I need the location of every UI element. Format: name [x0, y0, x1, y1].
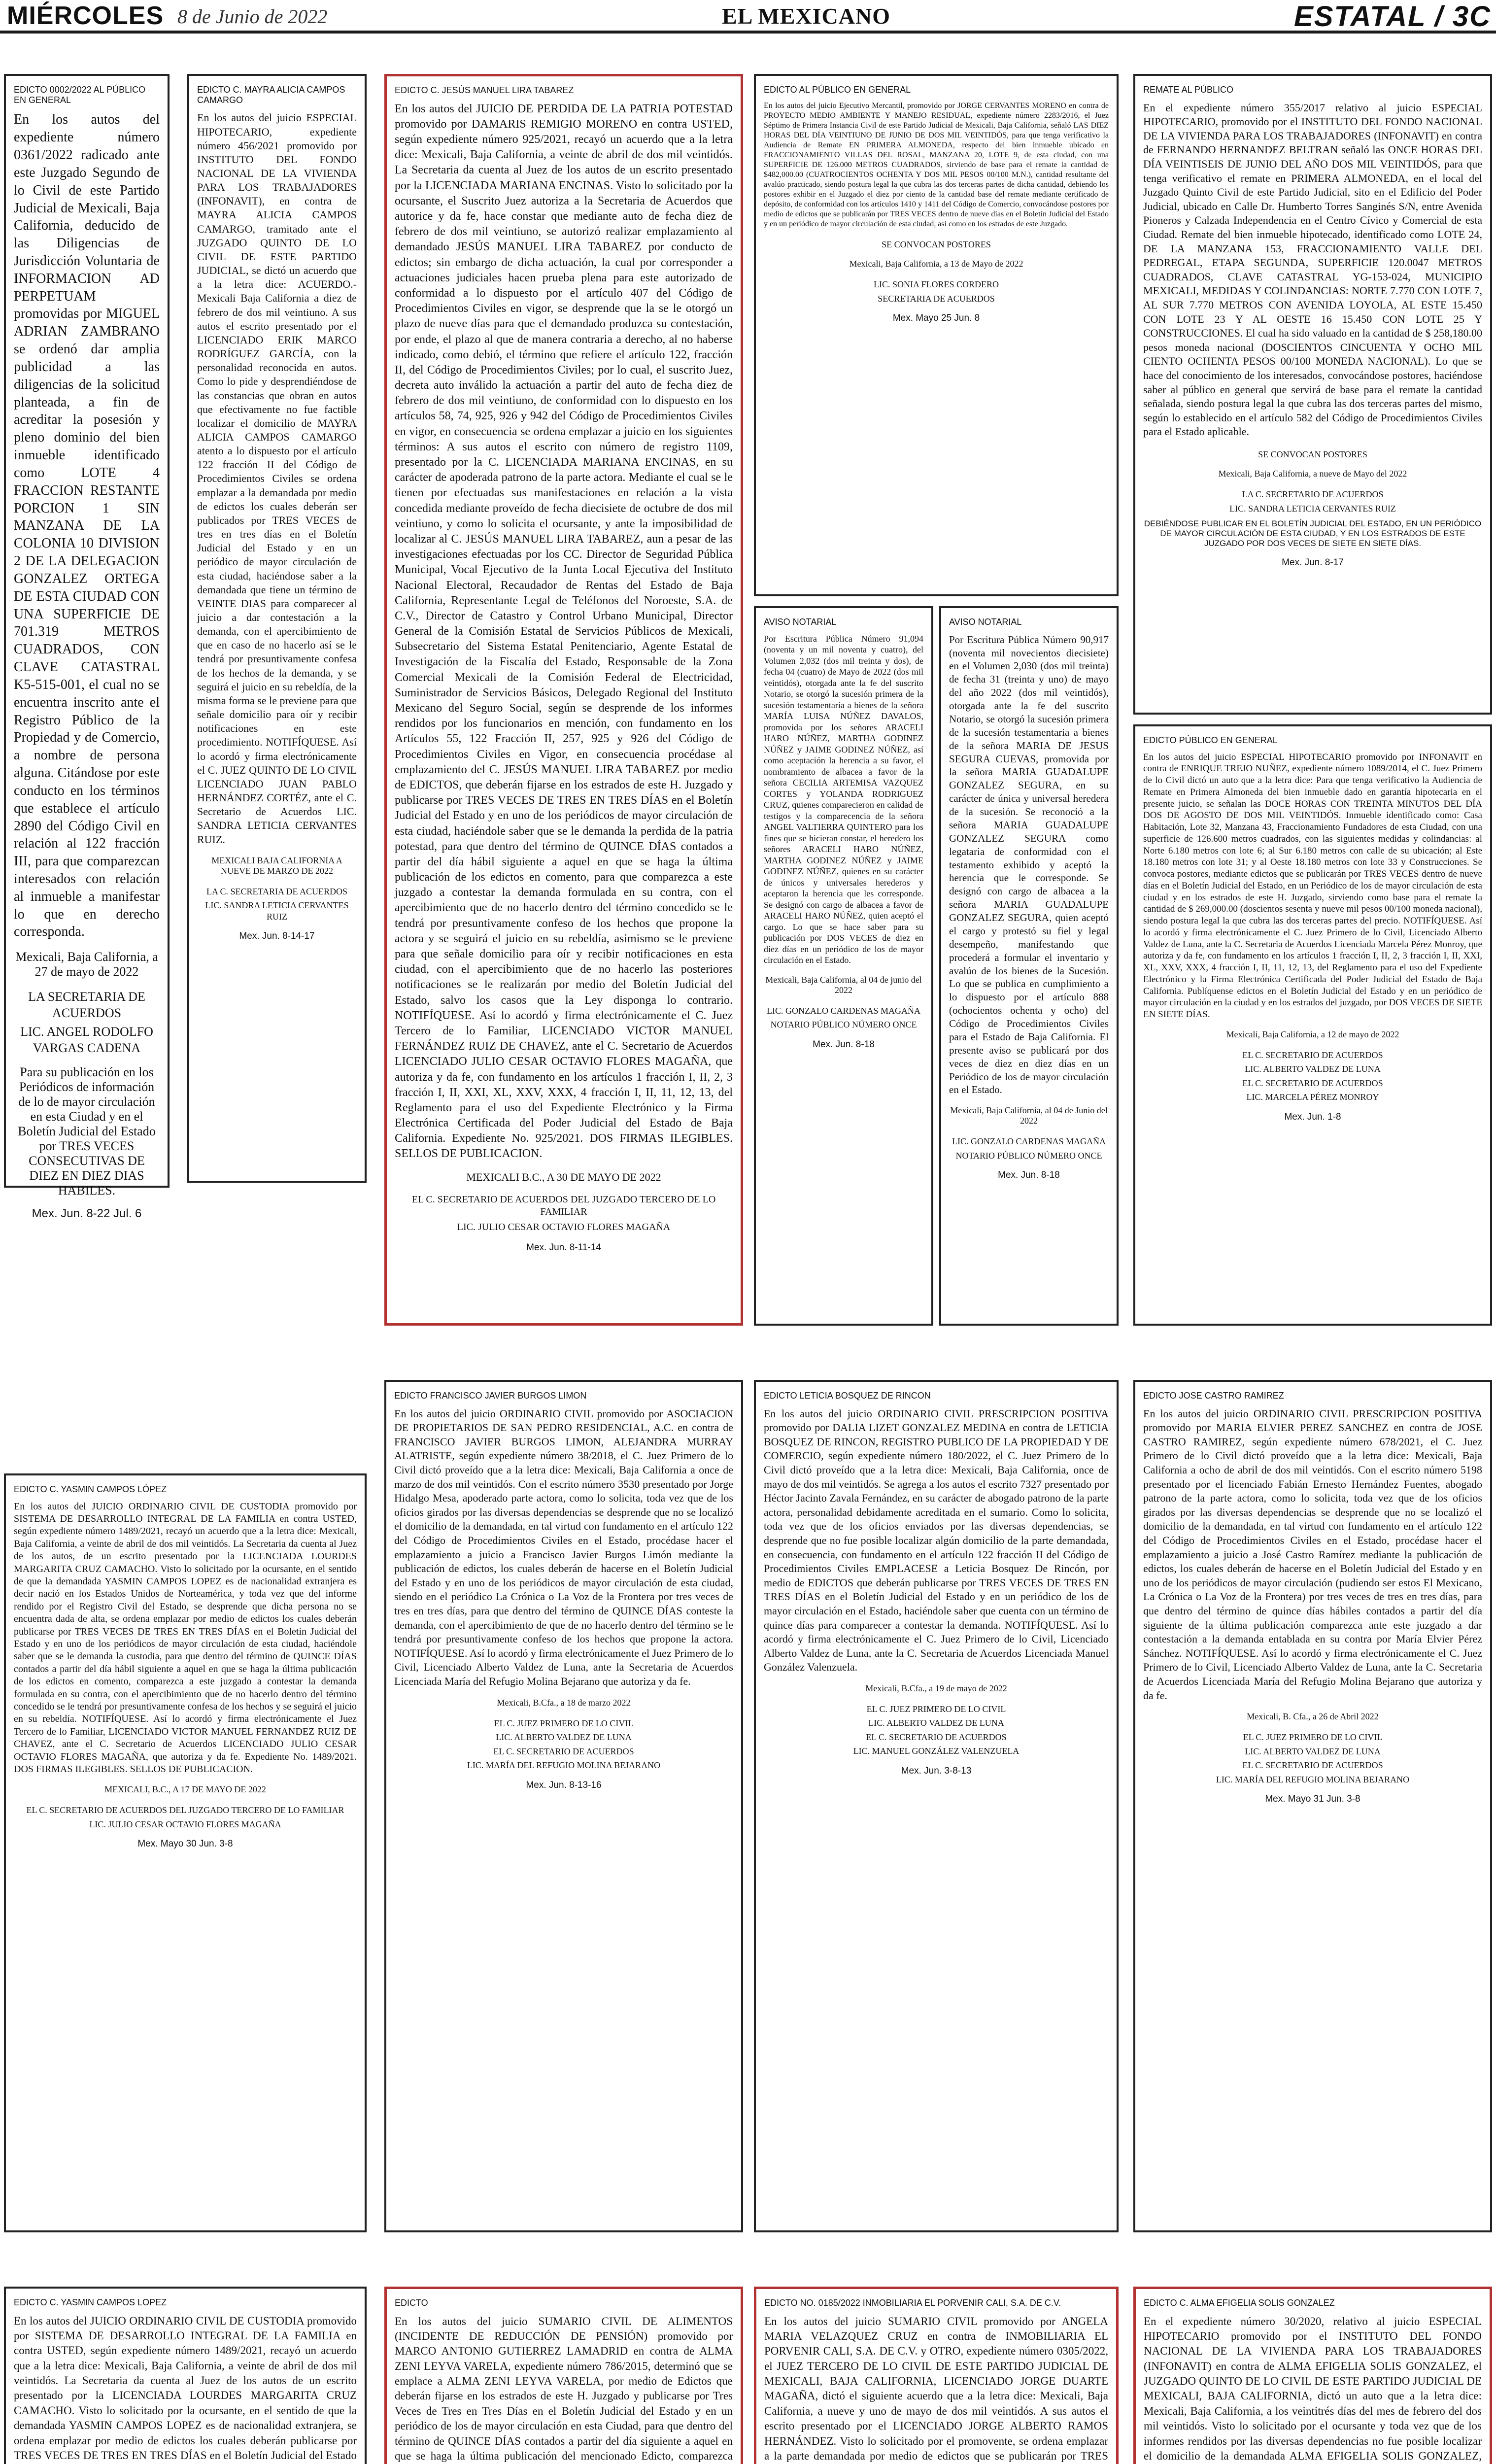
publication-ref: Mex. Mayo 30 Jun. 3-8	[137, 1839, 233, 1849]
signature-line: EL C. SECRETARIO DE ACUERDOS DEL JUZGADO TERCERO DE LO FAMILIAR	[411, 1194, 716, 1217]
publication-ref: Mex. Jun. 3-8-13	[901, 1765, 972, 1776]
edicto-box	[4, 74, 170, 1221]
publication-ref: Mex. Mayo 31 Jun. 3-8	[1265, 1794, 1360, 1805]
signature-line: LIC. GONZALO CARDENAS MAGAÑA	[767, 1005, 920, 1016]
edicto-heading: EDICTO JOSE CASTRO RAMIREZ	[1143, 1391, 1284, 1401]
publication-ref: Mex. Jun. 8-13-16	[526, 1780, 602, 1790]
edicto-signature	[14, 1805, 357, 1830]
edicto-heading: EDICTO PÚBLICO EN GENERAL	[1143, 735, 1278, 745]
edicto-signature	[1143, 449, 1482, 460]
edicto-heading: REMATE AL PÚBLICO	[1143, 85, 1234, 95]
edicto-place-date: Mexicali, Baja California, a 13 de Mayo de 2022	[849, 259, 1023, 269]
signature-line: SE CONVOCAN POSTORES	[1258, 449, 1367, 459]
edicto-box	[754, 2287, 1119, 2464]
edicto-heading: EDICTO C. JESÚS MANUEL LIRA TABAREZ	[395, 85, 574, 95]
signature-line: EL C. SECRETARIO DE ACUERDOS	[1242, 1078, 1383, 1088]
edicto-body: En los autos del juicio ESPECIAL HIPOTECARIO promovido por INFONAVIT en contra de ENRIQUE TREJO NUÑEZ, expediente número 1089/2014, el C. Juez Primero de lo Civil dictó un auto que a la letra dice: Para que tenga verificativo la Audiencia de Remate en Primera Almoneda del bien inmueble dado en garantía hipotecaria en el presente juicio, se señalan las DOCE HORAS CON TREINTA MINUTOS DEL DÍA DOS DE AGOSTO DE DOS MIL VEINTIDÓS. Inmueble identificado como: Casa Habitación, Lote 32, Manzana 43, Fraccionamiento Fundadores de esta Ciudad, con una superficie de 126.600 metros cuadrados, con las siguientes medidas y colindancias: al Norte 6.180 metros con lote 6; al Sur 6.180 metros con calle de su ubicación; al Este 18.180 metros con lote 31; y al Oeste 18.180 metros con lote 33 y Construcciones. Se convoca postores, mediante edictos que se publicarán por TRES VECES dentro de nueve días en el Boletín Judicial del Estado, en un Periódico de los de mayor circulación de esta ciudad y en los estrados de este H. Juzgado, sirviendo como base para el remate la cantidad de $ 269,000.00 (doscientos sesenta y nueve mil pesos 00/100 moneda nacional), siendo postura legal la que cubra las dos terceras partes del precio. NOTIFÍQUESE. Así lo acordó y firma electrónicamente el C. Juez Primero de lo Civil, Licenciado Alberto Valdez de Luna, ante la C. Secretaria de Acuerdos Licenciada Marcela Pérez Monroy, que autoriza y da fe, con fundamento en los artículos 1 fracción I, II, 2, 3 fracción I, II, XXI, XL, XXV, XXX, 4 fracción I, II, 11, 12, 13, del Reglamento para el uso del Expediente Electrónico y la Firma Electrónica Certificada del Poder Judicial del Estado de Baja California. Publíquense edictos en el Boletín Judicial del Estado y en un periódico de mayor circulación en la ciudad y en los estrados del juzgado, por DOS VECES DE SIETE EN SIETE DÍAS.	[1143, 752, 1482, 1020]
edicto-signature	[764, 1704, 1109, 1757]
edicto-box	[754, 606, 933, 1326]
edicto-box	[384, 2287, 743, 2464]
signature-line: LIC. ALBERTO VALDEZ DE LUNA	[496, 1732, 632, 1743]
edicto-body: Por Escritura Pública Número 90,917 (noventa mil novecientos diecisiete) en el Volumen 2,030 (dos mil treinta) de fecha 31 (treinta y uno) de mayo del año 2022 (dos mil veintidós), otorgada ante la fe del suscrito Notario, se otorgó la sucesión primera de la sucesión testamentaria a bienes de la señora MARIA DE JESUS SEGURA CUEVAS, promovida por la señora MARIA GUADALUPE GONZALEZ SEGURA, en su carácter de única y universal heredera de la sucesión. Se reconoció a la señora MARIA GUADALUPE GONZALEZ SEGURA como legataria de conformidad con el testamento exhibido y aceptó la herencia que le corresponde. Se designó con cargo de albacea a la señora MARIA GUADALUPE GONZALEZ SEGURA, quien aceptó el cargo y protestó su fiel y legal desempeño, manifestando que procederá a formular el inventario y avalúo de los bienes de la Sucesión. Lo que se publica en cumplimiento a lo dispuesto por el artículo 888 (ochocientos ochenta y ocho) del Código de Procedimientos Civiles para el Estado de Baja California. El presente aviso se publicará por dos veces de diez en diez días en un Periódico de los de mayor circulación en el Estado.	[949, 633, 1109, 1096]
edicto-place-date: Mexicali, Baja California, al 04 de junio del 2022	[765, 974, 922, 995]
edicto-body: En los autos del JUICIO DE PERDIDA DE LA PATRIA POTESTAD promovido por DAMARIS REMIGIO MORENO en contra USTED, según expediente número 925/2021, recayó un acuerdo que a la letra dice: Mexicali, Baja California, a veinte de abril de dos mil veintidós. La Secretaria da cuenta al Juez de los autos de un escrito presentado por la LICENCIADA MARIANA ENCINAS. Visto lo solicitado por la ocursante, el Suscrito Juez autoriza a la Secretaria de Acuerdos que autorice y da fe, hace constar que mediante auto de fecha diez de febrero de dos mil veintiuno, se autorizó realizar emplazamiento al demandado JESÚS MANUEL LIRA TABAREZ por conducto de edictos; sin embargo de dicha actuación, la cual por corresponder a actuaciones judiciales hacen prueba plena para este autorizado de conformidad a lo dispuesto por el artículo 407 del Código de Procedimientos Civiles en vigor, se desprende que la se le otorgó un plazo de nueve días para que el demandado produzca su contestación, por ende, el plazo al que de manera contraria a derecho, al no haberse indicado, como debió, el término que refiere el artículo 122, fracción II, del Código de Procedimientos Civiles; por lo cual, el suscrito Juez, decreta auto inválido la actuación a partir del auto de fecha diez de febrero de dos mil veintiuno, de conformidad con lo dispuesto en los artículos 58, 74, 925, 926 y 942 del Código de Procedimientos Civiles en vigor, en consecuencia se ordena emplazar a juicio en los siguientes términos: A sus autos el escrito con número de registro 1109, presentado por la C. LICENCIADA MARIANA ENCINAS, en su carácter de apoderada patrono de la parte actora. Mediante el cual se le tienen por efectuadas sus manifestaciones en relación a la vista concedida mediante proveído de fecha diecisiete de octubre de dos mil veintiuno, y como lo solicita el ocursante, y ante la imposibilidad de localizar al C. JESÚS MANUEL LIRA TABAREZ, aun a pesar de las investigaciones efectuadas por los CC. Director de Seguridad Pública Municipal, Vocal Ejecutivo de la Junta Local Ejecutiva del Instituto Nacional Electoral, Recaudador de Rentas del Estado de Baja California, Representante Legal de Teléfonos del Noroeste, S.A. de C.V., Director de Catastro y Control Urbano Municipal, Director General de la Comisión Estatal de Servicios Públicos de Mexicali, Subsecretario del Sistema Estatal Penitenciario, Agente Estatal de Investigación de la Fiscalía del Estado, Responsable de la Zona Comercial Mexicali de la Comisión Federal de Electricidad, Suministrador de Servicios Básicos, Delegado Regional del Instituto Mexicano del Seguro Social, según se desprende de los informes rendidos por los funcionarios en mención, con fundamento en los Artículos 55, 122 Fracción II, 257, 925 y 926 del Código de Procedimientos Civiles en Vigor, en consecuencia procédase al emplazamiento del C. JESÚS MANUEL LIRA TABAREZ por medio de EDICTOS, que deberán fijarse en los estrados de este H. Juzgado y publicarse por TRES VECES DE TRES EN TRES DÍAS en el Boletín Judicial del Estado y en uno de los periódicos de mayor circulación de esta ciudad, haciéndole saber que se le demanda la perdida de la patria potestad, para que dentro del término de QUINCE DÍAS contados a partir del día hábil siguiente a aquel en que se haga la última publicación de los edictos en comento, para que comparezca a este juzgado a contestar la demanda formulada en su contra, con el apercibimiento que de no hacerlo dentro del término concedido se le tendrá por presuntivamente confeso de los hechos que propone la actora y se seguirá el juicio en su rebeldía, asimismo se le previene para que señale domicilio para oír y recibir notificaciones en esta ciudad, con el apercibimiento que de no hacerlo las posteriores notificaciones se le realizarán por medio del Boletín Judicial del Estado, salvo los casos que la Ley disponga lo contrario. NOTIFÍQUESE. Así lo acordó y firma electrónicamente el C. Juez Tercero de lo Familiar, LICENCIADO VICTOR MANUEL FERNÁNDEZ RUIZ DE CHAVEZ, ante el C. Secretario de Acuerdos LICENCIADO JULIO CESAR OCTAVIO FLORES MAGAÑA, que autoriza y da fe, con fundamento en los artículos 1 fracción I, II, 2, 3 fracción I, II, XXI, XL, XXV, XXX, 4 fracción I, II, 11, 12, 13, del Reglamento para el uso del Expediente Electrónico y la Firma Electrónica Certificada del Poder Judicial del Estado de Baja California. Expediente No. 925/2021. DOS FIRMAS ILEGIBLES. SELLOS DE PUBLICACION.	[395, 102, 733, 1161]
edicto-body: En los autos del juicio SUMARIO CIVIL DE ALIMENTOS (INCIDENTE DE REDUCCIÓN DE PENSIÓN) promovido por MARCO ANTONIO GUTIERREZ LAMADRID en contra de ALMA ZENI LEYVA VARELA, expediente número 786/2015, determinó que se emplace a ALMA ZENI LEYVA VARELA, por medio de Edictos que deberán fijarse en los estrados de este H. Juzgado y publicarse por Tres Veces de Tres en Tres Días en el Boletín Judicial del Estado y en un periódico de los de mayor circulación en esta Ciudad, para que dentro del término de QUINCE DÍAS contados a partir del día siguiente a aquel en que se haga la última publicación del mencionado Edicto, comparezca	[395, 2315, 733, 2462]
page-header	[0, 0, 1496, 34]
signature-line: LIC. SONIA FLORES CORDERO	[873, 279, 999, 290]
signature-line: LIC. JULIO CESAR OCTAVIO FLORES MAGAÑA	[457, 1221, 671, 1232]
edicto-signature	[1143, 1732, 1482, 1785]
edicto-box	[4, 1473, 367, 2232]
signature-line: LIC. SANDRA LETICIA CERVANTES RUIZ	[1229, 503, 1396, 513]
signature-line: EL C. SECRETARIO DE ACUERDOS	[1242, 1050, 1383, 1060]
publication-ref: Mex. Jun. 8-17	[1282, 557, 1344, 568]
signature-line: SE CONVOCAN POSTORES	[882, 239, 991, 249]
edicto-heading: EDICTO NO. 0185/2022 INMOBILIARIA EL PORVENIR CALI, S.A. DE C.V.	[764, 2298, 1061, 2308]
edicto-box	[187, 74, 367, 1183]
publication-ref: Mex. Mayo 25 Jun. 8	[892, 313, 980, 324]
signature-line: NOTARIO PÚBLICO NÚMERO ONCE	[955, 1150, 1102, 1161]
edicto-heading: EDICTO	[395, 2298, 428, 2308]
edicto-body: En los autos del juicio ESPECIAL HIPOTECARIO, expediente número 456/2021 promovido por INSTITUTO DEL FONDO NACIONAL DE LA VIVIENDA PARA LOS TRABAJADORES (INFONAVIT), en contra de MAYRA ALICIA CAMPOS CAMARGO, tramitado ante el JUZGADO QUINTO DE LO CIVIL DE ESTE PARTIDO JUDICIAL, se dictó un acuerdo que a la letra dice: ACUERDO.- Mexicali Baja California a diez de febrero de dos mil veintiuno. A sus autos el escrito presentado por el LICENCIADO ERIK MARCO RODRÍGUEZ GARCÍA, con la personalidad reconocida en autos. Como lo pide y desprendiéndose de las constancias que obran en autos que efectivamente no fue factible localizar el domicilio de MAYRA ALICIA CAMPOS CAMARGO atento a lo dispuesto por el artículo 122 fracción II del Código de Procedimientos Civiles se ordena emplazar a la demandada por medio de edictos los cuales deberán ser publicados por TRES VECES de tres en tres días en el Boletín Judicial del Estado y en un periódico de mayor circulación de esta ciudad, haciéndose saber a la demandada que tiene un término de VEINTE DIAS para comparecer al juicio a dar contestación a la demanda, con el apercibimiento de que en caso de no hacerlo así se le tendrá por presuntivamente confesa de los hechos de la demanda, y se seguirá el juicio en su rebeldía, de la misma forma se le previene para que señale domicilio para oír y recibir notificaciones en este procedimiento. NOTIFÍQUESE. Así lo acordó y firma electrónicamente el C. JUEZ QUINTO DE LO CIVIL LICENCIADO JUAN PABLO HERNÁNDEZ CORTÉZ, ante el C. Secretario de Acuerdos LIC. SANDRA LETICIA CERVANTES RUIZ.	[197, 111, 357, 846]
edicto-heading: EDICTO FRANCISCO JAVIER BURGOS LIMON	[394, 1391, 587, 1401]
signature-line: EL C. JUEZ PRIMERO DE LO CIVIL	[1243, 1732, 1383, 1743]
header-date: 8 de Junio de 2022	[177, 5, 328, 28]
publication-ref: Mex. Jun. 8-14-17	[239, 931, 315, 942]
signature-line: LIC. MARÍA DEL REFUGIO MOLINA BEJARANO	[1216, 1774, 1410, 1784]
edicto-body: En el expediente número 30/2020, relativo al juicio ESPECIAL HIPOTECARIO promovido por el INSTITUTO DEL FONDO NACIONAL DE LA VIVIENDA PARA LOS TRABAJADORES (INFONAVIT) en contra de ALMA EFIGELIA SOLIS GONZALEZ, el JUZGADO QUINTO DE LO CIVIL DE ESTE PARTIDO JUDICIAL DE MEXICALI, BAJA CALIFORNIA, dictó un auto que a la letra dice: Mexicali, Baja California, a los veintitrés días del mes de febrero del dos mil veintidós. Visto lo solicitado por el ocursante y toda vez que de los informes rendidos por las diversas dependencias no fue posible localizar el domicilio de la demandada ALMA EFIGELIA SOLIS GONZALEZ,	[1144, 2315, 1482, 2462]
newspaper-name: EL MEXICANO	[722, 3, 890, 29]
edicto-place-date: Mexicali, Baja California, a nueve de Mayo del 2022	[1218, 469, 1407, 479]
edicto-notice: DEBIÉNDOSE PUBLICAR EN EL BOLETÍN JUDICIAL DEL ESTADO, EN UN PERIÓDICO DE MAYOR CIRCULACIÓN DE ESTA CIUDAD, Y EN LOS ESTRADOS DE ESTE JUZGADO POR DOS VECES DE SIETE EN SIETE DÍAS.	[1144, 519, 1482, 548]
edicto-place-date: MEXICALI B.C., A 30 DE MAYO DE 2022	[466, 1170, 661, 1183]
edicto-box	[754, 74, 1119, 596]
edicto-heading: EDICTO LETICIA BOSQUEZ DE RINCON	[764, 1391, 931, 1401]
edicto-box	[939, 606, 1119, 1326]
edicto-box	[384, 1380, 743, 2232]
edicto-box	[754, 1380, 1119, 2232]
signature-line: LA C. SECRETARIA DE ACUERDOS	[206, 886, 348, 896]
edicto-box	[1133, 724, 1492, 1326]
edicto-body: En los autos del juicio ORDINARIO CIVIL PRESCRIPCION POSITIVA promovido por MARIA ELVIER PEREZ SANCHEZ en contra de JOSE CASTRO RAMIREZ, según expediente número 678/2021, el C. Juez Primero de lo Civil dictó proveído que a la letra dice: Mexicali, Baja California a ocho de abril de dos mil veintidós. Con el escrito número 5198 presentado por el licenciado Fabián Ernesto Hernández Fuentes, abogado patrono de la parte actora, como lo solicita, toda vez que de los oficios girados por las diversas dependencias se desprende que no se localizó el domicilio de la demandada, en tal virtud con fundamento en el artículo 122 del Código de Procedimientos Civiles en el Estado, procédase hacer el emplazamiento a juicio a José Castro Ramírez mediante la publicación de edictos, los cuales deberán de hacerse en el Boletín Judicial del Estado y en uno de los periódicos de mayor circulación (pudiendo ser estos El Mexicano, La Crónica o La Voz de la Frontera) por tres veces de tres en tres días, para que dentro del término de quince días hábiles contados a partir del día siguiente de la última publicación comparezca ante este juzgado a dar contestación a la demanda entablada en su contra por María Elvier Pérez Sánchez. NOTIFÍQUESE. Así lo acordó y firma electrónicamente el C. Juez Primero de lo Civil, Licenciado Alberto Valdez de Luna, ante la C. Secretaria de Acuerdos Licenciada María del Refugio Molina Bejarano que autoriza y da fe.	[1143, 1407, 1482, 1702]
edicto-body: En los autos del JUICIO ORDINARIO CIVIL DE CUSTODIA promovido por SISTEMA DE DESARROLLO INTEGRAL DE LA FAMILIA en contra USTED, según expediente número 1489/2021, recayó un acuerdo que a la letra dice: Mexicali, Baja California, a veinte de abril de dos mil veintidós. La Secretaria da cuenta al Juez de los autos de un escrito presentado por la LICENCIADA LOURDES MARGARITA CRUZ CAMACHO. Visto lo solicitado por la ocursante, en el sentido de que la demandada YASMIN CAMPOS LOPEZ es de nacionalidad extranjera, se ordena emplazar por medio de edictos los cuales deberán publicarse por TRES VECES DE TRES EN TRES DÍAS en el Boletín Judicial del Estado	[14, 2314, 357, 2462]
edicto-signature	[197, 886, 357, 923]
edicto-box	[384, 74, 743, 1326]
edicto-signature	[1143, 1050, 1482, 1103]
edicto-place-date: Mexicali, Baja California, a 27 de mayo de 2022	[15, 950, 158, 979]
signature-line: LIC. MARCELA PÉREZ MONROY	[1246, 1092, 1379, 1102]
edicto-box	[1133, 1380, 1492, 2232]
edicto-notice: Para su publicación en los Periódicos de información de lo de mayor circulación en esta Ciudad y en el Boletín Judicial del Estado por TRES VECES CONSECUTIVAS DE DIEZ EN DIEZ DIAS HABILES.	[18, 1065, 156, 1198]
signature-line: LIC. JULIO CESAR OCTAVIO FLORES MAGAÑA	[89, 1819, 281, 1829]
edicto-signature	[764, 239, 1109, 250]
publication-ref: Mex. Jun. 8-11-14	[526, 1242, 601, 1253]
publication-ref: Mex. Jun. 8-18	[998, 1170, 1060, 1181]
edicto-signature	[949, 1136, 1109, 1161]
edicto-heading: AVISO NOTARIAL	[949, 617, 1022, 627]
edicto-place-date: Mexicali, Baja California, a 12 de mayo de 2022	[1226, 1029, 1399, 1039]
publication-ref: Mex. Jun. 8-22 Jul. 6	[32, 1207, 142, 1221]
signature-line: LIC. SANDRA LETICIA CERVANTES RUIZ	[205, 900, 349, 922]
edicto-heading: EDICTO C. YASMIN CAMPOS LÓPEZ	[14, 1484, 167, 1494]
edicto-place-date: Mexicali, B.Cfa., a 19 de mayo de 2022	[865, 1683, 1007, 1693]
edicto-body: En los autos del juicio SUMARIO CIVIL promovido por ANGELA MARIA VELAZQUEZ CRUZ en contra de INMOBILIARIA EL PORVENIR CALI, S.A. DE C.V. y OTRO, expediente número 0305/2022, el JUEZ TERCERO DE LO CIVIL DE ESTE PARTIDO JUDICIAL DE MEXICALI, BAJA CALIFORNIA, LICENCIADO JORGE DUARTE MAGAÑA, dictó el siguiente acuerdo que a la letra dice: Mexicali, Baja California, a nueve y uno de mayo de dos mil veintidós. A sus autos el escrito presentado por el LICENCIADO JORGE ALBERTO RAMOS HERNÁNDEZ. Visto lo solicitado por el promovente, se ordena emplazar a la parte demandada por medio de edictos que se publicarán por TRES	[764, 2315, 1108, 2462]
edicto-body: En los autos del juicio Ejecutivo Mercantil, promovido por JORGE CERVANTES MORENO en contra de PROYECTO MEDIO AMBIENTE Y MANEJO RESIDUAL, expediente número 2283/2016, el Juez Séptimo de Primera Instancia Civil de este Partido Judicial de Mexicali, Baja California, señaló LAS DIEZ HORAS DEL DÍA VEINTIUNO DE JUNIO DE DOS MIL VEINTIDÓS, para que tenga verificativo la Audiencia de Remate EN PRIMERA ALMONEDA, respecto del bien inmueble ubicado en FRACCIONAMIENTO VILLAS DEL ROSAL, MANZANA 20, LOTE 9, de esta ciudad, con una SUPERFICIE DE 126.000 METROS CUADRADOS, sirviendo de base para el remate la cantidad de $482,000.00 (CUATROCIENTOS OCHENTA Y DOS MIL PESOS 00/100 M.N.), cantidad resultante del avalúo practicado, siendo postura legal la que cubra las dos terceras partes de dicha cantidad, debiendo los postores exhibir en el Juzgado el diez por ciento de la cantidad base del remate mediante certificado de depósito, de conformidad con los artículos 1410 y 1411 del Código de Comercio, convocándose postores por medio de edictos que se publicarán por TRES VECES dentro de nueve días en el Boletín Judicial del Estado y en un periódico de mayor circulación de esta ciudad, así como en los estrados de este Juzgado.	[764, 101, 1109, 228]
edicto-heading: EDICTO 0002/2022 AL PÚBLICO EN GENERAL	[14, 85, 146, 105]
edicto-body: En los autos del JUICIO ORDINARIO CIVIL DE CUSTODIA promovido por SISTEMA DE DESARROLLO INTEGRAL DE LA FAMILIA en contra USTED, según expediente número 1489/2021, recayó un acuerdo que a la letra dice: Mexicali, Baja California, a veinte de abril de dos mil veintidós. La Secretaria da cuenta al Juez de los autos, de un escrito presentado por la LICENCIADA LOURDES MARGARITA CRUZ CAMACHO. Visto lo solicitado por la ocursante, en el sentido de que la demandada YASMIN CAMPOS LOPEZ es de nacionalidad extranjera es decir nació en los Estados Unidos de Norteamérica, y toda vez que del informe rendido por el Registro Civil del Estado, se desprende que dicha persona no se encuentra dada de alta, se ordena emplazar por medio de edictos los cuales deberán publicarse por TRES VECES DE TRES EN TRES DÍAS en el Boletín Judicial del Estado y en uno de los periódicos de mayor circulación de esta ciudad, haciéndole saber que se le demanda la custodia, para que dentro del término de QUINCE DÍAS contados a partir del día hábil siguiente a aquel en que se haga la última publicación de los edictos en comento, comparezca a este juzgado a contestar la demanda formulada en su contra, con el apercibimiento que de no hacerlo dentro del término concedido se le tendrá por presuntivamente confesa de los hechos y se seguirá el juicio en su rebeldía. NOTIFÍQUESE. Así lo acordó y firma electrónicamente el Juez Tercero de lo Familiar, LICENCIADO VICTOR MANUEL FERNANDEZ RUIZ DE CHAVEZ, ante el C. Secretario de Acuerdos LICENCIADO JULIO CESAR OCTAVIO FLORES MAGAÑA, que autoriza y da fe. Expediente No. 1489/2021. DOS FIRMAS ILEGIBLES. SELLOS DE PUBLICACION.	[14, 1501, 357, 1775]
signature-line: LA SECRETARIA DE ACUERDOS	[28, 990, 145, 1020]
edicto-body: En los autos del juicio ORDINARIO CIVIL PRESCRIPCION POSITIVA promovido por DALIA LIZET GONZALEZ MEDINA en contra de LETICIA BOSQUEZ DE RINCON, REGISTRO PUBLICO DE LA PROPIEDAD Y DE COMERCIO, según expediente número 180/2022, el C. Juez Primero de lo Civil dictó proveído que a la letra dice: Mexicali, Baja California, once de mayo de dos mil veintidós. Se agrega a los autos el escrito 7327 presentado por Héctor Jacinto Zavala Fernández, en su carácter de abogado patrono de la parte actora, personalidad debidamente acreditada en el sumario. Como lo solicita, toda vez que de los oficios enviados por las diversas dependencias, se desprende que no fue posible localizar algún domicilio de la parte demandada, en consecuencia, con fundamento en el artículo 122 fracción II del Código de Procedimientos Civiles EMPLACESE a Leticia Bosquez De Rincón, por medio de EDICTOS que deberán publicarse por TRES VECES DE TRES EN TRES DÍAS en el Boletín Judicial del Estado y en un periódico de los de mayor circulación en el Estado, haciéndole saber que cuenta con un término de quince días para comparecer a contestar la demanda. NOTIFÍQUESE. Así lo acordó y firma electrónicamente el C. Juez Primero de lo Civil, Licenciado Alberto Valdez de Luna, ante la C. Secretaria de Acuerdos Licenciada Manuel González Valenzuela.	[764, 1407, 1109, 1674]
edicto-heading: EDICTO C. ALMA EFIGELIA SOLIS GONZALEZ	[1144, 2298, 1335, 2308]
signature-line: LIC. GONZALO CARDENAS MAGAÑA	[952, 1136, 1106, 1147]
signature-line: LIC. ALBERTO VALDEZ DE LUNA	[1245, 1064, 1381, 1074]
header-day: MIÉRCOLES	[7, 1, 164, 30]
publication-ref: Mex. Jun. 8-18	[813, 1039, 875, 1050]
edicto-box	[1133, 74, 1492, 715]
section-label: ESTATAL / 3C	[1294, 0, 1491, 33]
signature-line: LIC. ANGEL RODOLFO VARGAS CADENA	[20, 1025, 153, 1055]
edicto-heading: EDICTO C. YASMIN CAMPOS LOPEZ	[14, 2297, 167, 2307]
signature-line: LA C. SECRETARIO DE ACUERDOS	[1242, 489, 1384, 500]
edicto-signature	[395, 1194, 733, 1233]
signature-line: LIC. MARÍA DEL REFUGIO MOLINA BEJARANO	[467, 1760, 661, 1771]
edicto-body: Por Escritura Pública Número 91,094 (noventa y un mil noventa y cuatro), del Volumen 2,032 (dos mil treinta y dos), de fecha 04 (cuatro) de Mayo de 2022 (dos mil veintidós), otorgada ante la fe del suscrito Notario, se otorgó la sucesión primera de la sucesión testamentaria a bienes de la señora MARÍA LUISA NÚÑEZ DAVALOS, promovida por los señores ARACELI HARO NÚÑEZ, MARTHA GODINEZ NÚÑEZ y JAIME GODINEZ NÚÑEZ, así como aceptación la herencia a su favor, el nombramiento de albacea a favor de la señora CECILIA ARTEMISA VAZQUEZ CORTES y YOLANDA RODRIGUEZ CRUZ, quienes comparecieron en calidad de testigos y la comparecencia de la señora ANGEL VALTIERRA QUINTERO para los fines que se hicieran constar, el heredero los señores ARACELI HARO NÚÑEZ, MARTHA GODINEZ NÚÑEZ y JAIME GODINEZ NÚÑEZ, quienes en su carácter de únicos y universales herederos y aceptaron la herencia que les corresponde. Se designó con cargo de albacea a favor de ARACELI HARO NÚÑEZ, quien aceptó el cargo. Lo que se hace saber para su publicación por DOS VECES de diez en diez días en un periódico de los de mayor circulación en el Estado.	[764, 633, 923, 965]
edicto-box	[1133, 2287, 1492, 2464]
edicto-signature	[764, 1005, 923, 1030]
edicto-heading: EDICTO AL PÚBLICO EN GENERAL	[764, 85, 911, 95]
signature-line: LIC. ALBERTO VALDEZ DE LUNA	[1245, 1746, 1381, 1756]
edicto-heading: EDICTO C. MAYRA ALICIA CAMPOS CAMARGO	[197, 85, 345, 105]
edicto-signature	[1143, 489, 1482, 514]
publication-ref: Mex. Jun. 1-8	[1284, 1111, 1341, 1122]
signature-line: LIC. MANUEL GONZÁLEZ VALENZUELA	[853, 1746, 1020, 1756]
edicto-body: En el expediente número 355/2017 relativo al juicio ESPECIAL HIPOTECARIO, promovido por el INSTITUTO DEL FONDO NACIONAL DE LA VIVIENDA PARA LOS TRABAJADORES (INFONAVIT) en contra de FERNANDO HERNANDEZ BELTRAN señaló las ONCE HORAS DEL DÍA VEINTISEIS DE JUNIO DEL AÑO DOS MIL VEINTIDÓS, para que tenga verificativo el remate en PRIMERA ALMONEDA, en el local del Juzgado Quinto Civil de este Partido Judicial, sito en el Edificio del Poder Judicial, ubicado en Calle Dr. Humberto Torres Sanginés S/N, entre Avenida Pioneros y Calzada Independencia en el Centro Cívico y Comercial de esta Ciudad. Remate del bien inmueble hipotecado, identificado como LOTE 24, DE LA MANZANA 153, FRACCIONAMIENTO VALLE DEL PEDREGAL, ETAPA SEGUNDA, SUPERFICIE 120.0047 METROS CUADRADOS, CLAVE CATASTRAL YG-153-024, MUNICIPIO MEXICALI, MEDIDAS Y COLINDANCIAS: NORTE 7.770 CON LOTE 7, AL SUR 7.770 METROS CON AVENIDA LOYOLA, AL ESTE 15.450 CON LOTE 23 Y AL OESTE 16 15.450 CON LOTE 25 Y CONSTRUCCIONES. El cual ha sido valuado en la cantidad de $ 258,180.00 pesos moneda nacional (DOSCIENTOS CINCUENTA Y OCHO MIL CIENTO OCHENTA PESOS 00/100 MONEDA NACIONAL). Lo que se hace del conocimiento de los interesados, convocándose postores, haciéndose saber al público en general que servirá de base para el remate la cantidad señalada, siendo postura legal la que cubra las dos terceras partes del mismo, según lo establecido en el artículo 582 del Código de Procedimientos Civiles para el Estado aplicable.	[1143, 101, 1483, 438]
signature-line: EL C. SECRETARIO DE ACUERDOS	[493, 1746, 634, 1756]
signature-line: EL C. SECRETARIO DE ACUERDOS	[866, 1732, 1007, 1742]
signature-line: EL C. JUEZ PRIMERO DE LO CIVIL	[866, 1704, 1006, 1714]
edicto-place-date: MEXICALI BAJA CALIFORNIA A NUEVE DE MARZO DE 2022	[211, 855, 342, 876]
edicto-place-date: Mexicali, B. Cfa., a 26 de Abril 2022	[1247, 1711, 1379, 1722]
edicto-place-date: Mexicali, B.Cfa., a 18 de marzo 2022	[497, 1697, 631, 1708]
edicto-signature	[394, 1718, 733, 1771]
edicto-body: En los autos del juicio ORDINARIO CIVIL promovido por ASOCIACION DE PROPIETARIOS DE SAN PEDRO RESIDENCIAL, A.C. en contra de FRANCISCO JAVIER BURGOS LIMON, ALEJANDRA MURRAY ALATRISTE, según expediente número 38/2018, el C. Juez Primero de lo Civil dictó proveído que a la letra dice: Mexicali, Baja California a once de marzo de dos mil veintidós. Con el escrito número 3530 presentado por Jorge Hidalgo Mesa, apoderado parte actora, como lo solicita, toda vez que de los oficios girados por las diversas dependencias se desprende que no se localizó el domicilio de la demandada, en tal virtud con fundamento en el artículo 122 del Código de Procedimientos Civiles en el Estado, procédase hacer el emplazamiento a juicio a Francisco Javier Burgos Limón mediante la publicación de edictos, los cuales deberán de hacerse en el Boletín Judicial del Estado y en uno de los periódicos de mayor circulación de esta ciudad, siendo en el periódico La Crónica o La Voz de la Frontera por tres veces de tres en tres días, para que dentro del término de QUINCE DÍAS conteste la demanda, con el apercibimiento de que de no hacerlo dentro del término se le tendrá por presuntivamente confeso de los hechos que propone la actora. NOTIFÍQUESE. Así lo acordó y firma electrónicamente el Juez Primero de lo Civil, Licenciado Alberto Valdez de Luna, ante la Secretaria de Acuerdos Licenciada María del Refugio Molina Bejarano que autoriza y da fe.	[394, 1407, 733, 1687]
signature-line: NOTARIO PÚBLICO NÚMERO ONCE	[770, 1020, 917, 1030]
edicto-signature	[14, 989, 160, 1056]
edicto-box	[4, 2287, 367, 2464]
signature-line: EL C. JUEZ PRIMERO DE LO CIVIL	[494, 1718, 634, 1728]
edicto-body: En los autos del expediente número 0361/2022 radicado ante este Juzgado Segundo de lo Civil de este Partido Judicial de Mexicali, Baja California, deducido de las Diligencias de Jurisdicción Voluntaria de INFORMACION AD PERPETUAM promovidas por MIGUEL ADRIAN ZAMBRANO se ordenó dar amplia publicidad a las diligencias de la solicitud planteada, a fin de acreditar la posesión y pleno dominio del bien inmueble identificado como LOTE 4 FRACCION RESTANTE PORCION 1 SIN MANZANA DE LA COLONIA 10 DIVISION 2 DE LA DELEGACION GONZALEZ ORTEGA DE ESTA CIUDAD CON UNA SUPERFICIE DE 701.319 METROS CUADRADOS, CON CLAVE CATASTRAL K5-515-001, el cual no se encuentra inscrito ante el Registro Público de la Propiedad y de Comercio, a nombre de persona alguna. Citándose por este conducto en los términos que establece el artículo 2890 del Código Civil en relación al 122 fracción III, para que comparezcan interesados con relación al inmueble a manifestar lo que en derecho corresponda.	[14, 112, 160, 940]
signature-line: EL C. SECRETARIO DE ACUERDOS	[1242, 1760, 1383, 1771]
signature-line: EL C. SECRETARIO DE ACUERDOS DEL JUZGADO TERCERO DE LO FAMILIAR	[26, 1805, 344, 1815]
signature-line: LIC. ALBERTO VALDEZ DE LUNA	[868, 1718, 1004, 1728]
edicto-place-date: Mexicali, Baja California, al 04 de Junio del 2022	[950, 1105, 1108, 1126]
edicto-place-date: MEXICALI, B.C., A 17 DE MAYO DE 2022	[104, 1784, 266, 1795]
edicto-heading: AVISO NOTARIAL	[764, 617, 837, 627]
edicto-signature	[764, 279, 1109, 304]
signature-line: SECRETARIA DE ACUERDOS	[878, 293, 995, 304]
